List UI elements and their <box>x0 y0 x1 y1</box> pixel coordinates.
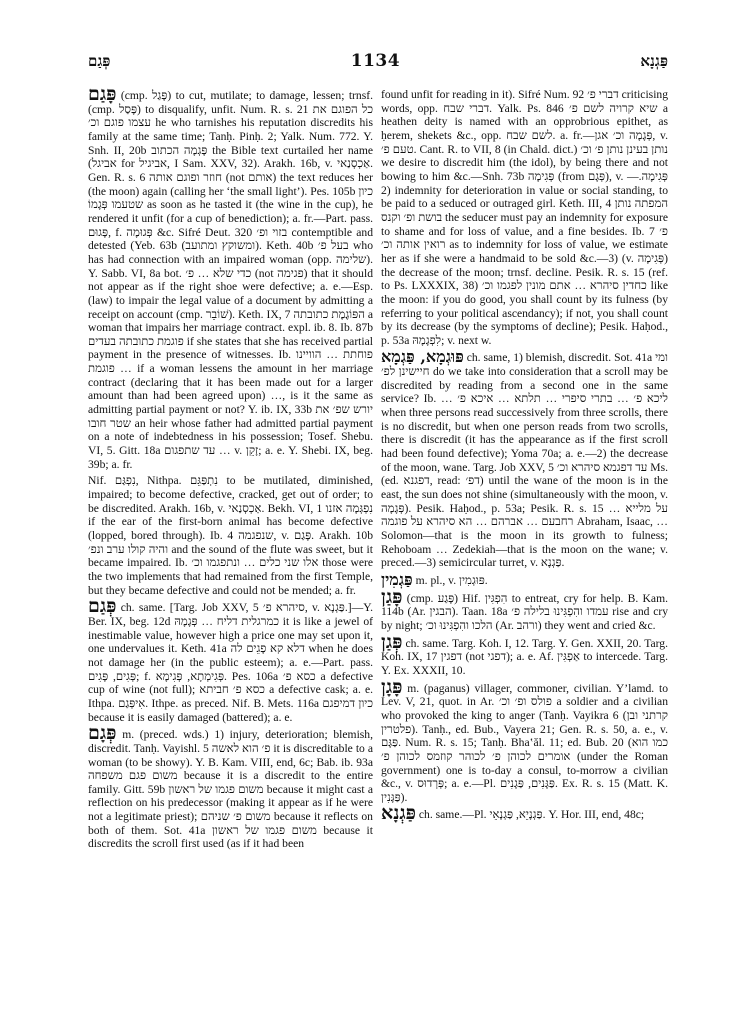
entry <box>381 88 668 347</box>
entry <box>381 802 668 825</box>
entry-headword: פְּגַן <box>381 630 403 653</box>
entry <box>88 88 373 471</box>
right-column <box>381 88 668 1008</box>
entry-headword: פּוּגְמָא, פַּגְמָא <box>381 347 464 367</box>
entry-text: found unfit for reading in it). Sifré Num. 92 דברי פ׳ criticising words, opp. דברי שבח. Yalk. Ps. 846 שיא קרויה לשם פ׳ a heathen deity is named with an opprobrious epithet, as ḥerem, shekets &c., opp. לשם שבח. a. fr.—פְּגָמָה וכ׳ אגן, v. טעם פ׳. Cant. R. to VII, 8 (in Chald. dict.) נותן בעינן נותן פ׳ וכ׳ we desire to discredit him (the idol), by being there and not bowing to him &c.—Snh. 73b פְּגִימָה (from פְּגָם), v. פְּגִימָה.—2) indemnity for deterioration in value or social standing, to be paid to a seduced or outraged girl. Keth. III, 4 המפתה נותן בושת ופ׳ וקנס the seducer must pay an indemnity for exposure to shame and for loss of value, and a fine besides. Ib. 7 פ׳ רואין אותה וכ׳ as to indemnity for loss of value, we estimate her as if she were a handmaid to be sold &c.—3) (v. פְּגִימָה) the decrease of the moon; trnsf. decline. Pesik. R. s. 15 (ref. to Ps. LXXXIX, 38) כחדין סיהרא … אתם מונין לפגמו וכ׳ like the moon: if you do good, you shall count by its fulness (by referring to your political ascendancy); if not, you shall count by its decrease (by the symptoms of decline); Pesik. Haḥod., p. 53a לִפְגָמָהּ; v. next w. <box>381 88 668 347</box>
entry <box>88 595 373 724</box>
entry-text: m. (paganus) villager, commoner, civilian. Y’lamd. to Lev. V, 21, quot. in Ar. פולס ופ׳ וכ׳ a soldier and a civilian who provoked the king to anger (Tanḥ. Vayikra 6 (קרתני ובן פלטרין). Tanḥ., ed. Bub., Vayera 21; Gen. R. s. 50, a. e., v. פַּגָּם. Num. R. s. 15; Tanḥ. Bha‛ăl. 11; ed. Bub. 20 (כמו הוא אומרים לכוהן פ׳ לכוהר קוזמס לכוהן פ׳ (under the Roman government) one is to-day a consul, to-morrow a civilian &c., v. פְּרְדוּס; a. e.—Pl. פַּגָּנִים, פַּגָנִים. Ex. R. s. 15 (Matt. K. פַּגָּנִין). <box>381 681 668 804</box>
entry-text: (cmp. פָּגַע) Hif. הִפְגִּין to entreat, cry for help. B. Kam. 114b (Ar. הבגין). Taan. 18a עמדו והִפְגִּינוּ בלילה פ׳ rise and cry by night; הלכו והִפְגִּינוּ וכ׳ (Ar. ורהב) they went and cried &c. <box>381 591 668 632</box>
entry-text: ch. same, 1) blemish, discredit. Sot. 41a ומי חיישינן לפ׳ do we take into consideration that a scroll may be discredited by reading from a second one in the same service? Ib. … ליכא פ׳ … בתרי סיפרי … תלתא … איכא פ׳ when three persons read successively from three scrolls, there is no discredit, but when one person reads from two scrolls, there is discredit (it has the appearance as if the first scroll had been found defective); Yoma 70a; a. e.—2) the decrease of the moon, wane. Targ. Job XXV, 5 עד דפגמא סיהרא וכ׳ Ms. (ed. דפגנא, read: דפ׳) until the wane of the moon is in the east, the sun does not shine (simultaneously with the moon, v. פְּגָמָה). Pesik. Haḥod., p. 53a; Pesik. R. s. 15 … על מלייא רחבעם … אברהם … הא סיהרא על פוגמה Abraham, Isaac, … Solomon—that is the moon in its growth to fulness; Rehoboam … Zedekiah—that is the moon on the wane; v. preced.—3) semicircular turret, v. פַּגְנָא. <box>381 351 668 570</box>
entry-text: ch. same. [Targ. Job XXV, 5 סיהרא פ׳, v. פַּגְנָא.]—Y. Ber. IX, beg. 12d כמרגלית דליח … פְּגָמָהּ it is like a jewel of inestimable value, however high a price one may set upon it, one undervalues it. Keth. 41a דלא קא פָגֵים לה when he does not damage her (in the public esteem); a. e.—Part. pass. פְּגִים, פָּגִים; f. פְּגִימְתָא, פְּגִימָא. Pes. 106a כסא פ׳ a defective cup of wine (not full); כסא פ׳ חביתא a defective cask; a. e. Ithpa. אִיפְּגַם. Ithpe. as preced. Nif. B. Mets. 116a כיון דמיפגם because it is easily damaged (battered); a. e. <box>88 601 373 724</box>
two-column-body <box>88 88 668 1008</box>
entry-text: ch. same. Targ. Koh. I, 12. Targ. Y. Gen. XXII, 20. Targ. Koh. IX, 17 דפגין (not דפגי); a. e. Af. אַפְגִּין to intercede. Targ. Y. Ex. XXXII, 10. <box>381 636 668 677</box>
left-column <box>88 88 373 1008</box>
entry <box>381 630 668 678</box>
entry <box>88 722 373 851</box>
running-head <box>88 50 668 72</box>
entry <box>381 569 668 589</box>
entry-text: m. (preced. wds.) 1) injury, deterioration; blemish, discredit. Tanḥ. Vayishl. 5 פ׳ הוא לאשה it is discreditable to a woman (to be showy). Y. B. Kam. VIII, end, 6c; Bab. ib. 93a משום פגם משפחה because it is a discredit to the entire family. Gitt. 59b משום פגמו של ראשון because it might cast a reflection on his predecessor (making it appear as if he were not a legitimate priest); משום פ׳ שניהם because it reflects on both of them. Sot. 41a משום פגמו של ראשון because it discredits the scroll first used (as if it had been <box>88 728 373 851</box>
entry-text: Nif. נִפְגַּם, Nithpa. נִתְפַּגֵּם to be mutilated, diminished, impaired; to become defective, cracked, get out of order; to be discredited. Arakh. 16b, v. אַכְסְנַאי. Bekh. VI, 1 נִפְגְּמָה אזנו if the ear of the first-born animal has become defective (lopped, bored through). Ib. 4 שנפגמה, v. פָּגַם. Arakh. 10b והיה קולו ערב ונפ׳ and the sound of the flute was sweet, but it became impaired. Ib. אלו שני כלים … ונתפגמו וכ׳ those were the two implements that had remained from the first Temple, but they became defective and could not be mended; a. fr. <box>88 474 373 597</box>
entry-headword: פָּגַם <box>88 88 117 105</box>
entry-text: m. pl., v. פּוּגְמִין. <box>415 573 488 587</box>
entry-text: (cmp. פָּגַל) to cut, mutilate; to damage, lessen; trnsf. (cmp. פָּסַל) to disqualify, unfit. Num. R. s. 21 כל הפוגם את עצמו פוגם וכ׳ he who tarnishes his reputation discredits his family at the same time; Tanḥ. Pinḥ. 2; Yalk. Num. 772. Y. Snh. II, 20b פָּגְמָה הכתוב the Bible text curtailed her name (אביגל for אביגיל, I Sam. XXV, 32). Arakh. 16b, v. אַכְסְנַאי. Gen. R. s. 6 חוזר ופוגם אותה (not אותם) the text reduces her (the moon) again (calling her ‘the small light’). Pes. 105b כיון שטעמו פְּגָמוֹ as soon as he tasted it (the wine in the cup), he rendered it unfit (for a cup of benediction); a. fr.—Part. pass. פָּגוּם, f. פְּגוּמָה &c. Sifré Deut. 320 בזוי ופ׳ contemptible and detested (Yeb. 63b (ומשוקץ ומתועב). Keth. 40b בעל פ׳ who has had connection with an impaired woman (opp. שלימה). Y. Sabb. VI, 8a bot. כדי שלא … פ׳ (not פגימה) that it should not appear as if the right shoe were defective; a. e.—Esp. (law) to impair the legal value of a document by admitting a receipt on account (cmp. שׁוֹבֵר). Keth. IX, 7 הפּוֹגֶמֶת כתובתה a woman that impairs her marriage contract. expl. ib. 8. Ib. 87b פוגמת כתובתה בעדים if she states that she has received partial payment in the presence of witnesses. Ib. פוחתת … הוויינו פוגמת … if a woman lessens the amount in her marriage contract (declaring that it has been made out for a larger amount than had been agreed upon) …, is it the same as admitting partial payment or not? Y. ib. IX, 33b יורש שפ׳ את שטר חובו an heir whose father had admitted partial payment on a note of indebtedness in his possession; Tosef. Shebu. VI, 5. Gitt. 18a עד שתפגום … v. זָקֵן; a. e. Y. Shebi. IX, beg. 39b; a. fr. <box>88 89 373 471</box>
entry-headword: פְּגָם <box>88 722 117 745</box>
page-number: 1134 <box>350 51 401 71</box>
entry-headword: פַּגְמִין <box>381 569 413 589</box>
entry-headword: פָּגַן <box>381 585 403 608</box>
entry-headword: פַּגְנָא <box>381 802 416 825</box>
entry-headword: פָּגָן <box>381 675 403 698</box>
entry <box>381 347 668 570</box>
running-head-right-word: פַּגְנָא <box>640 51 668 70</box>
entry-headword: פְּגַם <box>88 595 117 618</box>
entry <box>88 474 373 597</box>
running-head-left-word: פְּגַם <box>88 51 111 70</box>
entry <box>381 675 668 805</box>
entry <box>381 585 668 633</box>
entry-text: ch. same.—Pl. פַּגְנָיֵא, פַּגְנָאֵי. Y. Hor. III, end, 48c; <box>418 808 645 822</box>
